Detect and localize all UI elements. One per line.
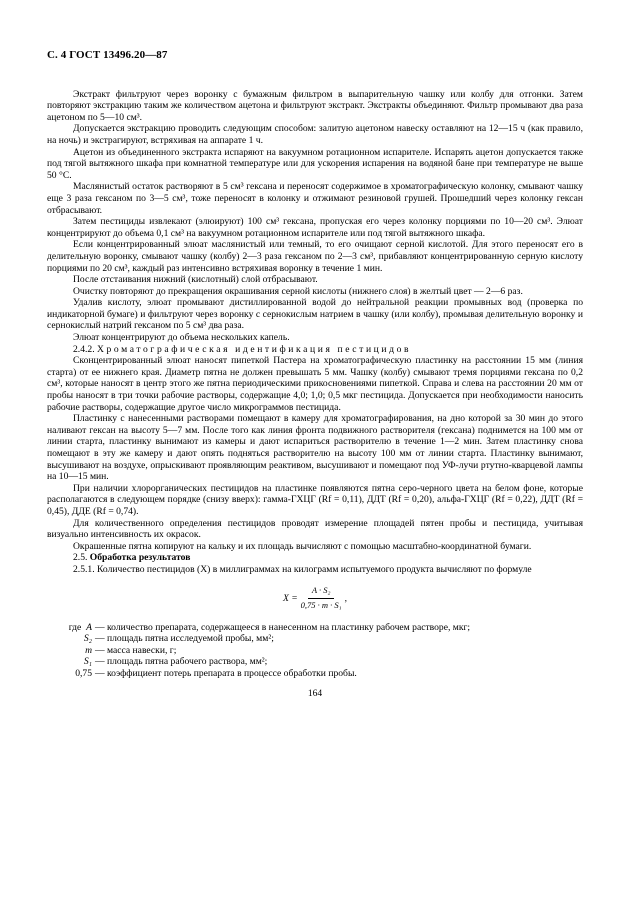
definition-symbol: где A: [68, 621, 92, 633]
paragraph: При наличии хлорорганических пестицидов на пластинке появляются пятна серо-черного цвета на белом фоне, которые располагаются в следующем порядке (снизу вверх): гамма-ГХЦГ (Rf = 0,11), ДДТ (Rf = 0,20), альфа-ГХЦГ (Rf = 0,22), ДДТ (Rf = 0,45), ДДЕ (Rf = 0,74).: [47, 482, 583, 517]
definition-text: — количество препарата, содержащееся в нанесенном на пластинку рабочем растворе, мкг;: [95, 621, 471, 633]
definition-row: [47, 622, 583, 634]
formula-numerator: A · S₂: [308, 585, 335, 599]
paragraph: Если концентрированный элюат маслянистый или темный, то его очищают серной кислотой. Для этого переносят его в делительную воронку, смывают чашку (колбу) 2—3 раза гексаном по 2—3 см³, прибавляют концентрированную серную кислоту порциями по 20 см³, каждый раз интенсивно встряхивая воронку в течение 1 мин.: [47, 239, 583, 274]
page-number: 164: [307, 688, 323, 699]
section-number: 2.5.: [73, 552, 88, 564]
definition-text: — масса навески, г;: [95, 644, 177, 656]
section-heading-2-4-2: [47, 344, 583, 356]
paragraph: Ацетон из объединенного экстракта испаряют на вакуумном ротационном испарителе. Испарять ацетон допускается также под тягой вытяжного шкафа при комнатной температуре или для ускорения испарения на водяной бане при температуре не выше 50 °С.: [47, 146, 583, 181]
definition-row: [47, 656, 583, 668]
document-page: [47, 50, 583, 700]
formula-denominator: 0,75 · m · S₁: [300, 600, 342, 611]
formula-fraction: [301, 585, 342, 611]
definitions-list: [47, 622, 583, 680]
definition-row: [47, 668, 583, 680]
definition-symbol: 0,75: [75, 667, 92, 679]
definition-symbol: S₁: [83, 656, 92, 668]
paragraph: Маслянистый остаток растворяют в 5 см³ гексана и переносят содержимое в хроматографическую колонку, смывают чашку еще 3 раза гексаном по 3—5 см³, тоже переносят в колонку и отжимают резиновой грушей. Прошедший через колонку гексан отбрасывают.: [47, 181, 583, 216]
paragraph: Элюат концентрируют до объема нескольких капель.: [73, 332, 290, 344]
formula-tail: ,: [344, 592, 348, 604]
section-title: Хроматографическая идентификация пестицидов: [97, 343, 412, 355]
paragraph: После отстаивания нижний (кислотный) слой отбрасывают.: [73, 274, 318, 286]
paragraph: Допускается экстракцию проводить следующим способом: залитую ацетоном навеску оставляют на 12—15 ч (как правило, на ночь) и экстрагируют, встряхивая на аппарате 1 ч.: [47, 123, 583, 146]
paragraph: Удалив кислоту, элюат промывают дистиллированной водой до нейтральной реакции промывных вод (проверка по индикаторной бумаге) и фильтруют через воронку с сернокислым натрием в чашку (или колбу), промывая делительную воронку и сернокислый натрий гексаном по 5 см³ два раза.: [47, 297, 583, 332]
paragraph: Окрашенные пятна копируют на кальку и их площадь вычисляют с помощью масштабно-координатной бумаги.: [73, 540, 532, 552]
section-title: Обработка результатов: [89, 552, 191, 564]
section-number: 2.4.2.: [73, 343, 95, 355]
definition-text: — площадь пятна рабочего раствора, мм²;: [95, 656, 268, 668]
formula-lhs: X =: [282, 592, 298, 604]
paragraph: Затем пестициды извлекают (элюируют) 100 см³ гексана, пропуская его через колонку порциями по 10—20 см³. Элюат концентрируют до объема 0,1 см³ на вакуумном ротационном испарителе или под тягой вытяжного шкафа.: [47, 216, 583, 239]
definition-text: — площадь пятна исследуемой пробы, мм²;: [95, 633, 274, 645]
section-heading-2-5: [47, 552, 583, 564]
paragraph: Для количественного определения пестицидов проводят измерение площадей пятен пробы и пестицида, учитывая визуально интенсивность их окрасок.: [47, 517, 583, 541]
paragraph: 2.5.1. Количество пестицидов (X) в миллиграммах на килограмм испытуемого продукта вычисляют по формуле: [73, 563, 532, 575]
paragraph: Сконцентрированный элюат наносят пипеткой Пастера на хроматографическую пластинку на расстоянии 15 мм (линия старта) от ее нижнего края. Диаметр пятна не должен превышать 5 мм. Чашку (колбу) смывают тремя порциями гексана по 0,2 см³, которые наносят в центр этого же пятна периодическими прикосновениями пипеткой. Справа и слева на расстоянии 20 мм от пробы наносят в три точки рабочие растворы, содержащие 4,0; 1,0; 0,5 мкг пестицида. Допускается при необходимости наносить рабочие растворы, содержащие другое число микрограммов пестицида.: [47, 355, 583, 413]
formula: [47, 586, 583, 612]
where-word: где: [68, 621, 82, 633]
paragraph: Пластинку с нанесенными растворами помещают в камеру для хроматографирования, на дно которой за 30 мин до этого наливают гексан на высоту 5—7 мм. После того как линия фронта подвижного растворителя (гексана) поднимется на 100 мм от линии старта, пластинку вынимают из камеры и дают испариться растворителю в течение 1—2 мин. Затем пластинку снова помещают в эту же камеру и дают опять подняться растворителю на высоту 100 мм от линии старта. Пластинку вынимают, высушивают на воздухе, опрыскивают проявляющим реактивом, высушивают и помещают под УФ-лучи ртутно-кварцевой лампы на 10—15 мин.: [47, 413, 583, 483]
paragraph: Очистку повторяют до прекращения окрашивания серной кислоты (нижнего слоя) в желтый цвет — 2—6 раз.: [73, 285, 523, 297]
definition-symbol: S₂: [83, 633, 92, 645]
definition-row: [47, 645, 583, 657]
paragraph: Экстракт фильтруют через воронку с бумажным фильтром в выпарительную чашку или колбу для отгонки. Затем повторяют экстракцию таким же количеством ацетона и фильтруют экстракт. Экстракты объединяют. Фильтр промывают два раза ацетоном по 5—10 см³.: [47, 88, 583, 123]
definition-text: — коэффициент потерь препарата в процессе обработки пробы.: [95, 667, 357, 679]
page-header: С. 4 ГОСТ 13496.20—87: [47, 49, 168, 61]
definition-row: [47, 633, 583, 645]
definition-symbol: m: [85, 644, 92, 656]
